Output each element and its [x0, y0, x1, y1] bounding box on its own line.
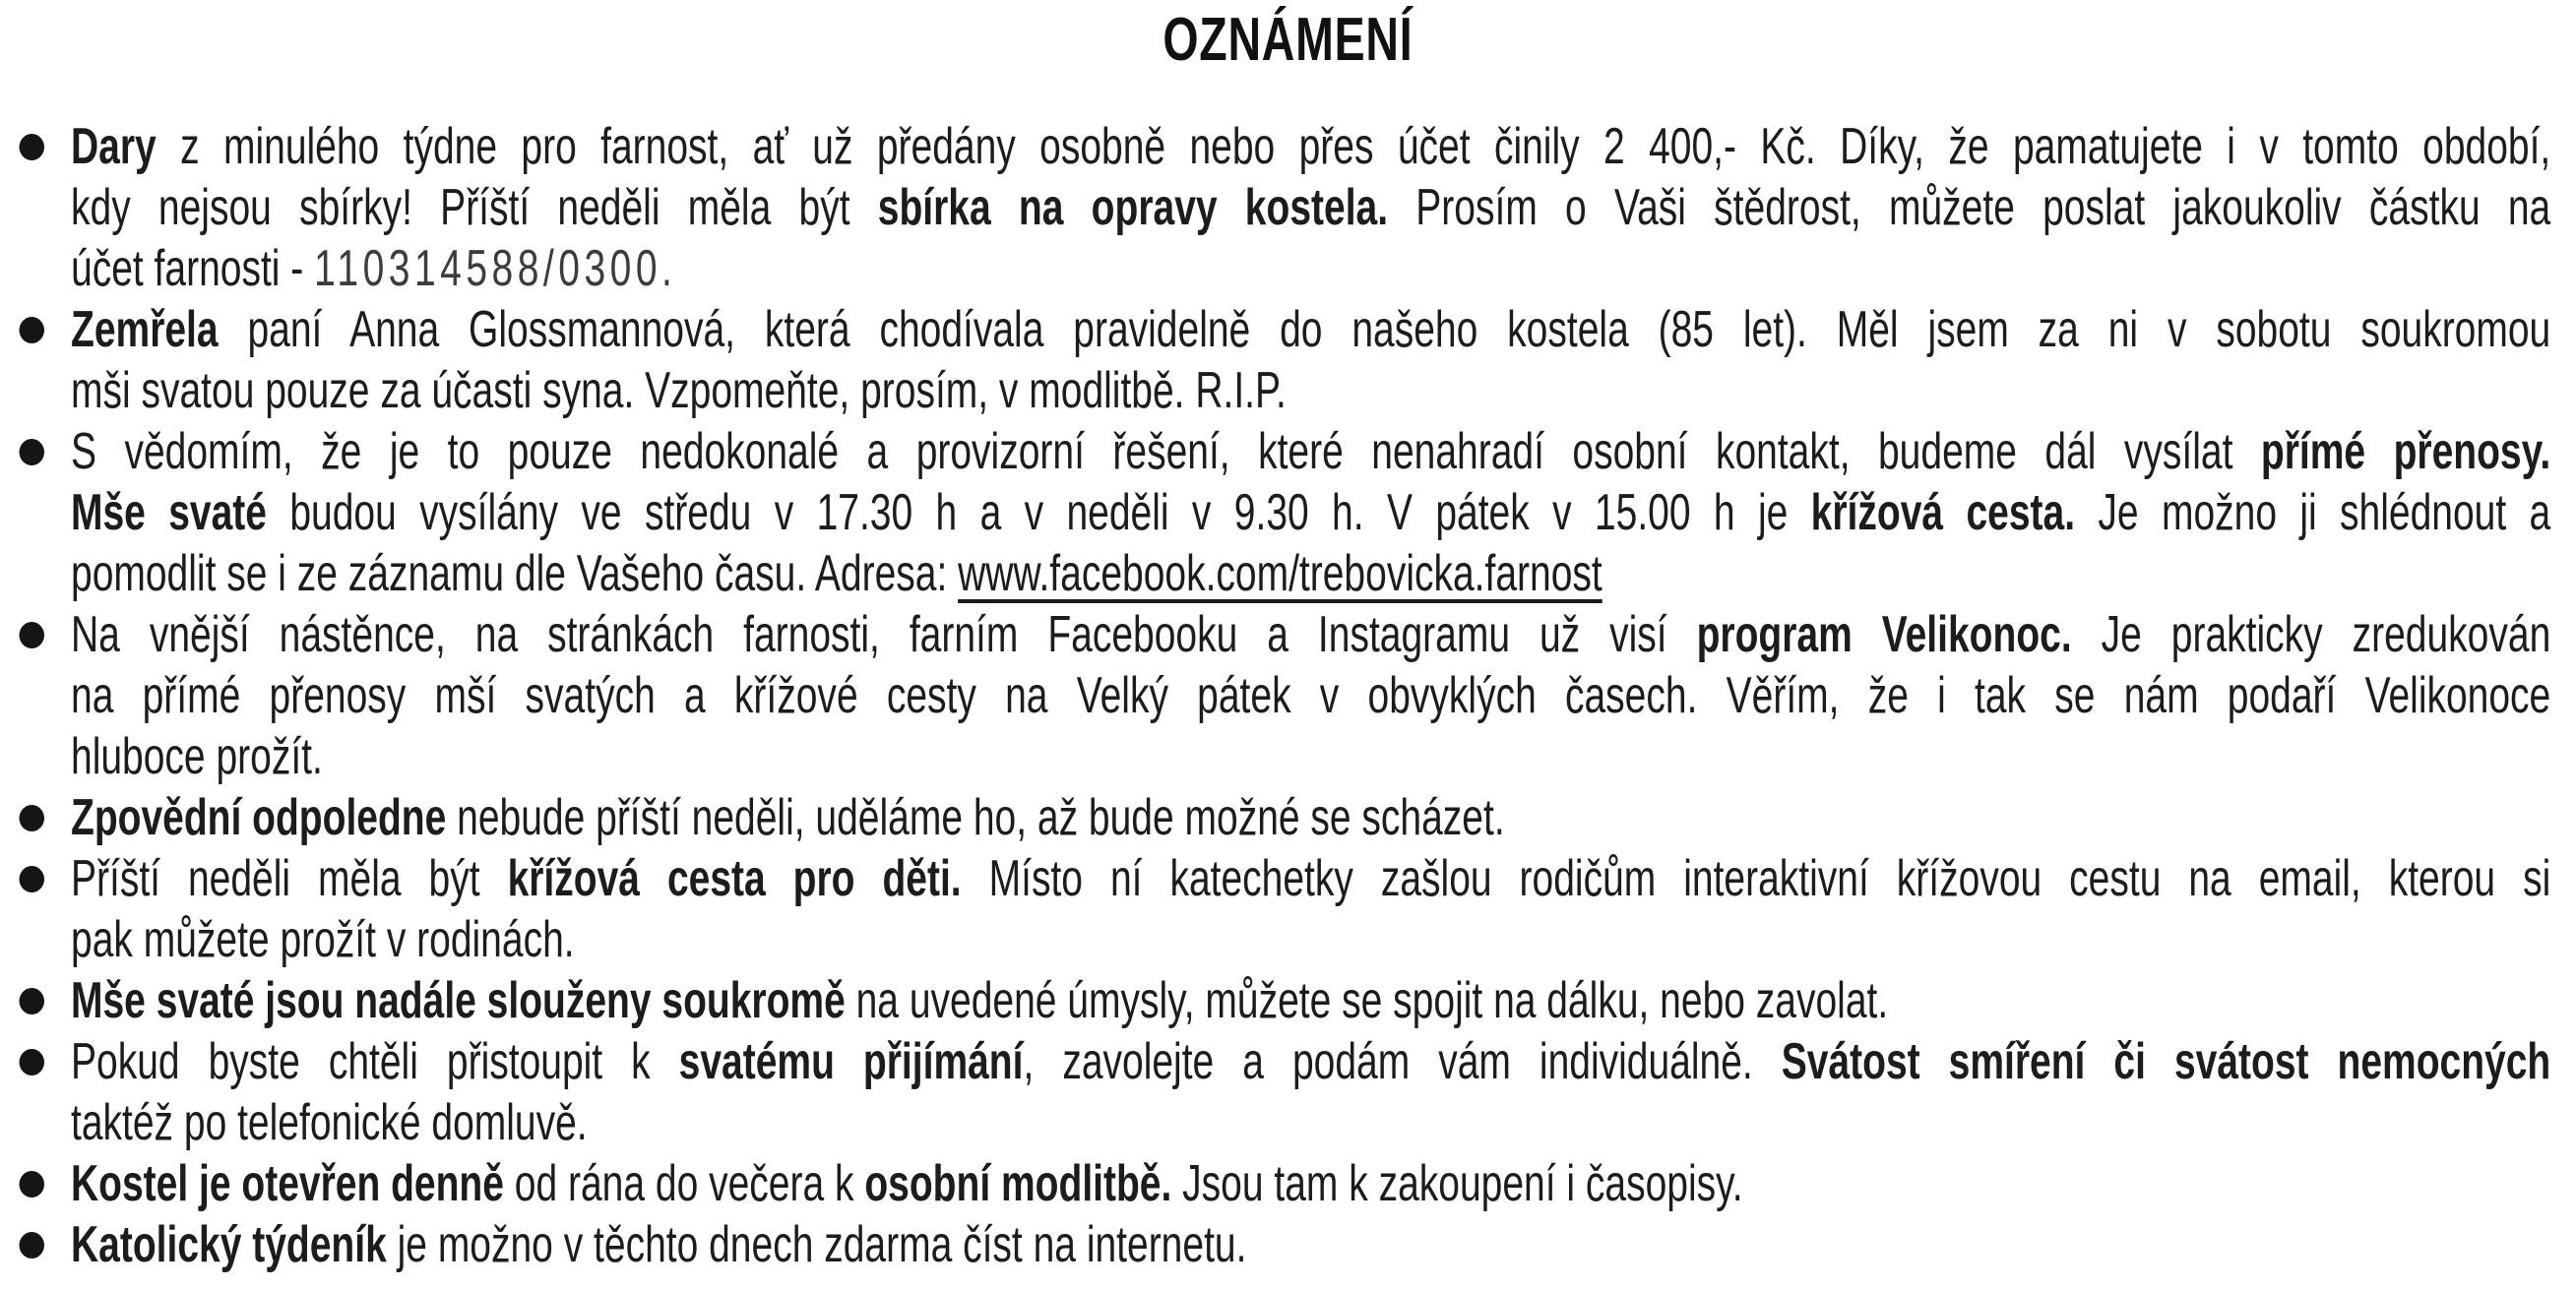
announcement-line	[71, 726, 2550, 787]
text-segment: je možno v těchto dnech zdarma číst na internetu.	[386, 1216, 1247, 1273]
text-segment: Je možno ji shlédnout a	[2075, 484, 2551, 541]
bullet-dot-icon	[20, 1049, 45, 1075]
text-segment: taktéž po telefonické domluvě.	[71, 1094, 588, 1151]
text-segment: kdy nejsou sbírky! Příští neděli měla být	[71, 179, 878, 236]
announcement-item	[0, 848, 2550, 970]
announcement-line	[71, 360, 2550, 421]
bullet-dot-icon	[20, 134, 45, 160]
announcement-line	[71, 604, 2550, 665]
text-segment: hluboce prožít.	[71, 728, 323, 785]
announcement-item	[0, 1031, 2550, 1153]
announcement-line	[71, 970, 2550, 1031]
text-segment: budou vysílány ve středu v 17.30 h a v neděli v 9.30 h. V pátek v 15.00 h je	[266, 484, 1811, 541]
text-segment: S vědomím, že je to pouze nedokonalé a provizorní řešení, které nenahradí osobní kontakt, budeme dál vysílat	[71, 423, 2261, 480]
bullet-dot-icon	[20, 866, 45, 892]
text-segment: nebude příští neděli, uděláme ho, až bude možné se scházet.	[446, 789, 1505, 846]
bullet-dot-icon	[20, 1171, 45, 1198]
announcement-item	[0, 116, 2550, 299]
text-segment: Je prakticky zredukován	[2071, 606, 2551, 663]
announcement-line	[71, 665, 2550, 726]
text-segment: osobní modlitbě.	[864, 1155, 1172, 1212]
announcement-line	[71, 299, 2550, 360]
text-segment: Zpovědní odpoledne	[71, 789, 447, 846]
text-segment: pomodlit se i ze záznamu dle Vašeho času. Adresa:	[71, 545, 959, 602]
announcement-line	[71, 1214, 2550, 1275]
announcement-line	[71, 909, 2550, 970]
page-title: OZNÁMENÍ	[1162, 6, 1414, 74]
announcement-line	[71, 238, 2550, 299]
text-segment: program Velikonoc.	[1696, 606, 2072, 663]
text-segment: Místo ní katechetky zašlou rodičům interaktivní křížovou cestu na email, kterou si	[961, 850, 2551, 907]
announcement-item	[0, 970, 2550, 1031]
announcement-line	[71, 543, 2550, 604]
account-number: 110314588/0300.	[314, 240, 677, 297]
announcement-item	[0, 604, 2550, 787]
bullet-dot-icon	[20, 805, 45, 831]
bullet-dot-icon	[20, 439, 45, 465]
text-segment: od rána do večera k	[503, 1155, 865, 1212]
facebook-link[interactable]: www.facebook.com/trebovicka.farnost	[958, 545, 1602, 602]
bullet-dot-icon	[20, 988, 45, 1014]
text-segment: Zemřela	[71, 301, 219, 358]
announcement-item	[0, 787, 2550, 848]
announcement-line	[71, 116, 2550, 177]
announcement-line	[71, 1153, 2550, 1214]
text-segment: Na vnější nástěnce, na stránkách farnosti, farním Facebooku a Instagramu už visí	[71, 606, 1697, 663]
text-segment: Mše svaté	[71, 484, 267, 541]
bullet-dot-icon	[20, 622, 45, 648]
text-segment: , zavolejte a podám vám individuálně.	[1023, 1033, 1782, 1090]
text-segment: křížová cesta.	[1810, 484, 2076, 541]
announcement-item	[0, 1153, 2550, 1214]
text-segment: účet farnosti -	[71, 240, 315, 297]
text-segment: paní Anna Glossmannová, která chodívala pravidelně do našeho kostela (85 let). Měl jsem za ni v sobotu soukromou	[218, 301, 2551, 358]
text-segment: Jsou tam k zakoupení i časopisy.	[1171, 1155, 1743, 1212]
announcement-line	[71, 1092, 2550, 1153]
text-segment: na přímé přenosy mší svatých a křížové cesty na Velký pátek v obvyklých časech. Věřím, že i tak se nám podaří Velikonoce	[71, 667, 2551, 724]
announcement-line	[71, 177, 2550, 238]
announcement-item	[0, 299, 2550, 421]
text-segment: Katolický týdeník	[71, 1216, 387, 1273]
text-segment: svatému přijímání	[678, 1033, 1024, 1090]
bullet-dot-icon	[20, 317, 45, 343]
text-segment: Pokud byste chtěli přistoupit k	[71, 1033, 679, 1090]
text-segment: Kostel je otevřen denně	[71, 1155, 504, 1212]
text-segment: Příští neděli měla být	[71, 850, 508, 907]
text-segment: přímé přenosy.	[2260, 423, 2551, 480]
text-segment: Prosím o Vaši štědrost, můžete poslat jakoukoliv částku na	[1388, 179, 2551, 236]
announcement-line	[71, 848, 2550, 909]
text-segment: Dary	[71, 118, 157, 175]
announcement-list	[0, 116, 2576, 1275]
bullet-dot-icon	[20, 1232, 45, 1259]
text-segment: sbírka na opravy kostela.	[877, 179, 1389, 236]
text-segment: Mše svaté jsou nadále slouženy soukromě	[71, 972, 846, 1029]
text-segment: z minulého týdne pro farnost, ať už předány osobně nebo přes účet činily 2 400,- Kč. Díky, že pamatujete i v tomto období,	[156, 118, 2551, 175]
text-segment: mši svatou pouze za účasti syna. Vzpomeňte, prosím, v modlitbě. R.I.P.	[71, 362, 1287, 419]
announcement-line	[71, 482, 2550, 543]
text-segment: na uvedené úmysly, můžete se spojit na dálku, nebo zavolat.	[845, 972, 1889, 1029]
announcement-line	[71, 787, 2550, 848]
announcement-line	[71, 421, 2550, 482]
announcement-item	[0, 421, 2550, 604]
announcement-line	[71, 1031, 2550, 1092]
text-segment: pak můžete prožít v rodinách.	[71, 911, 575, 968]
text-segment: křížová cesta pro děti.	[507, 850, 962, 907]
text-segment: Svátost smíření či svátost nemocných	[1781, 1033, 2551, 1090]
announcement-item	[0, 1214, 2550, 1275]
